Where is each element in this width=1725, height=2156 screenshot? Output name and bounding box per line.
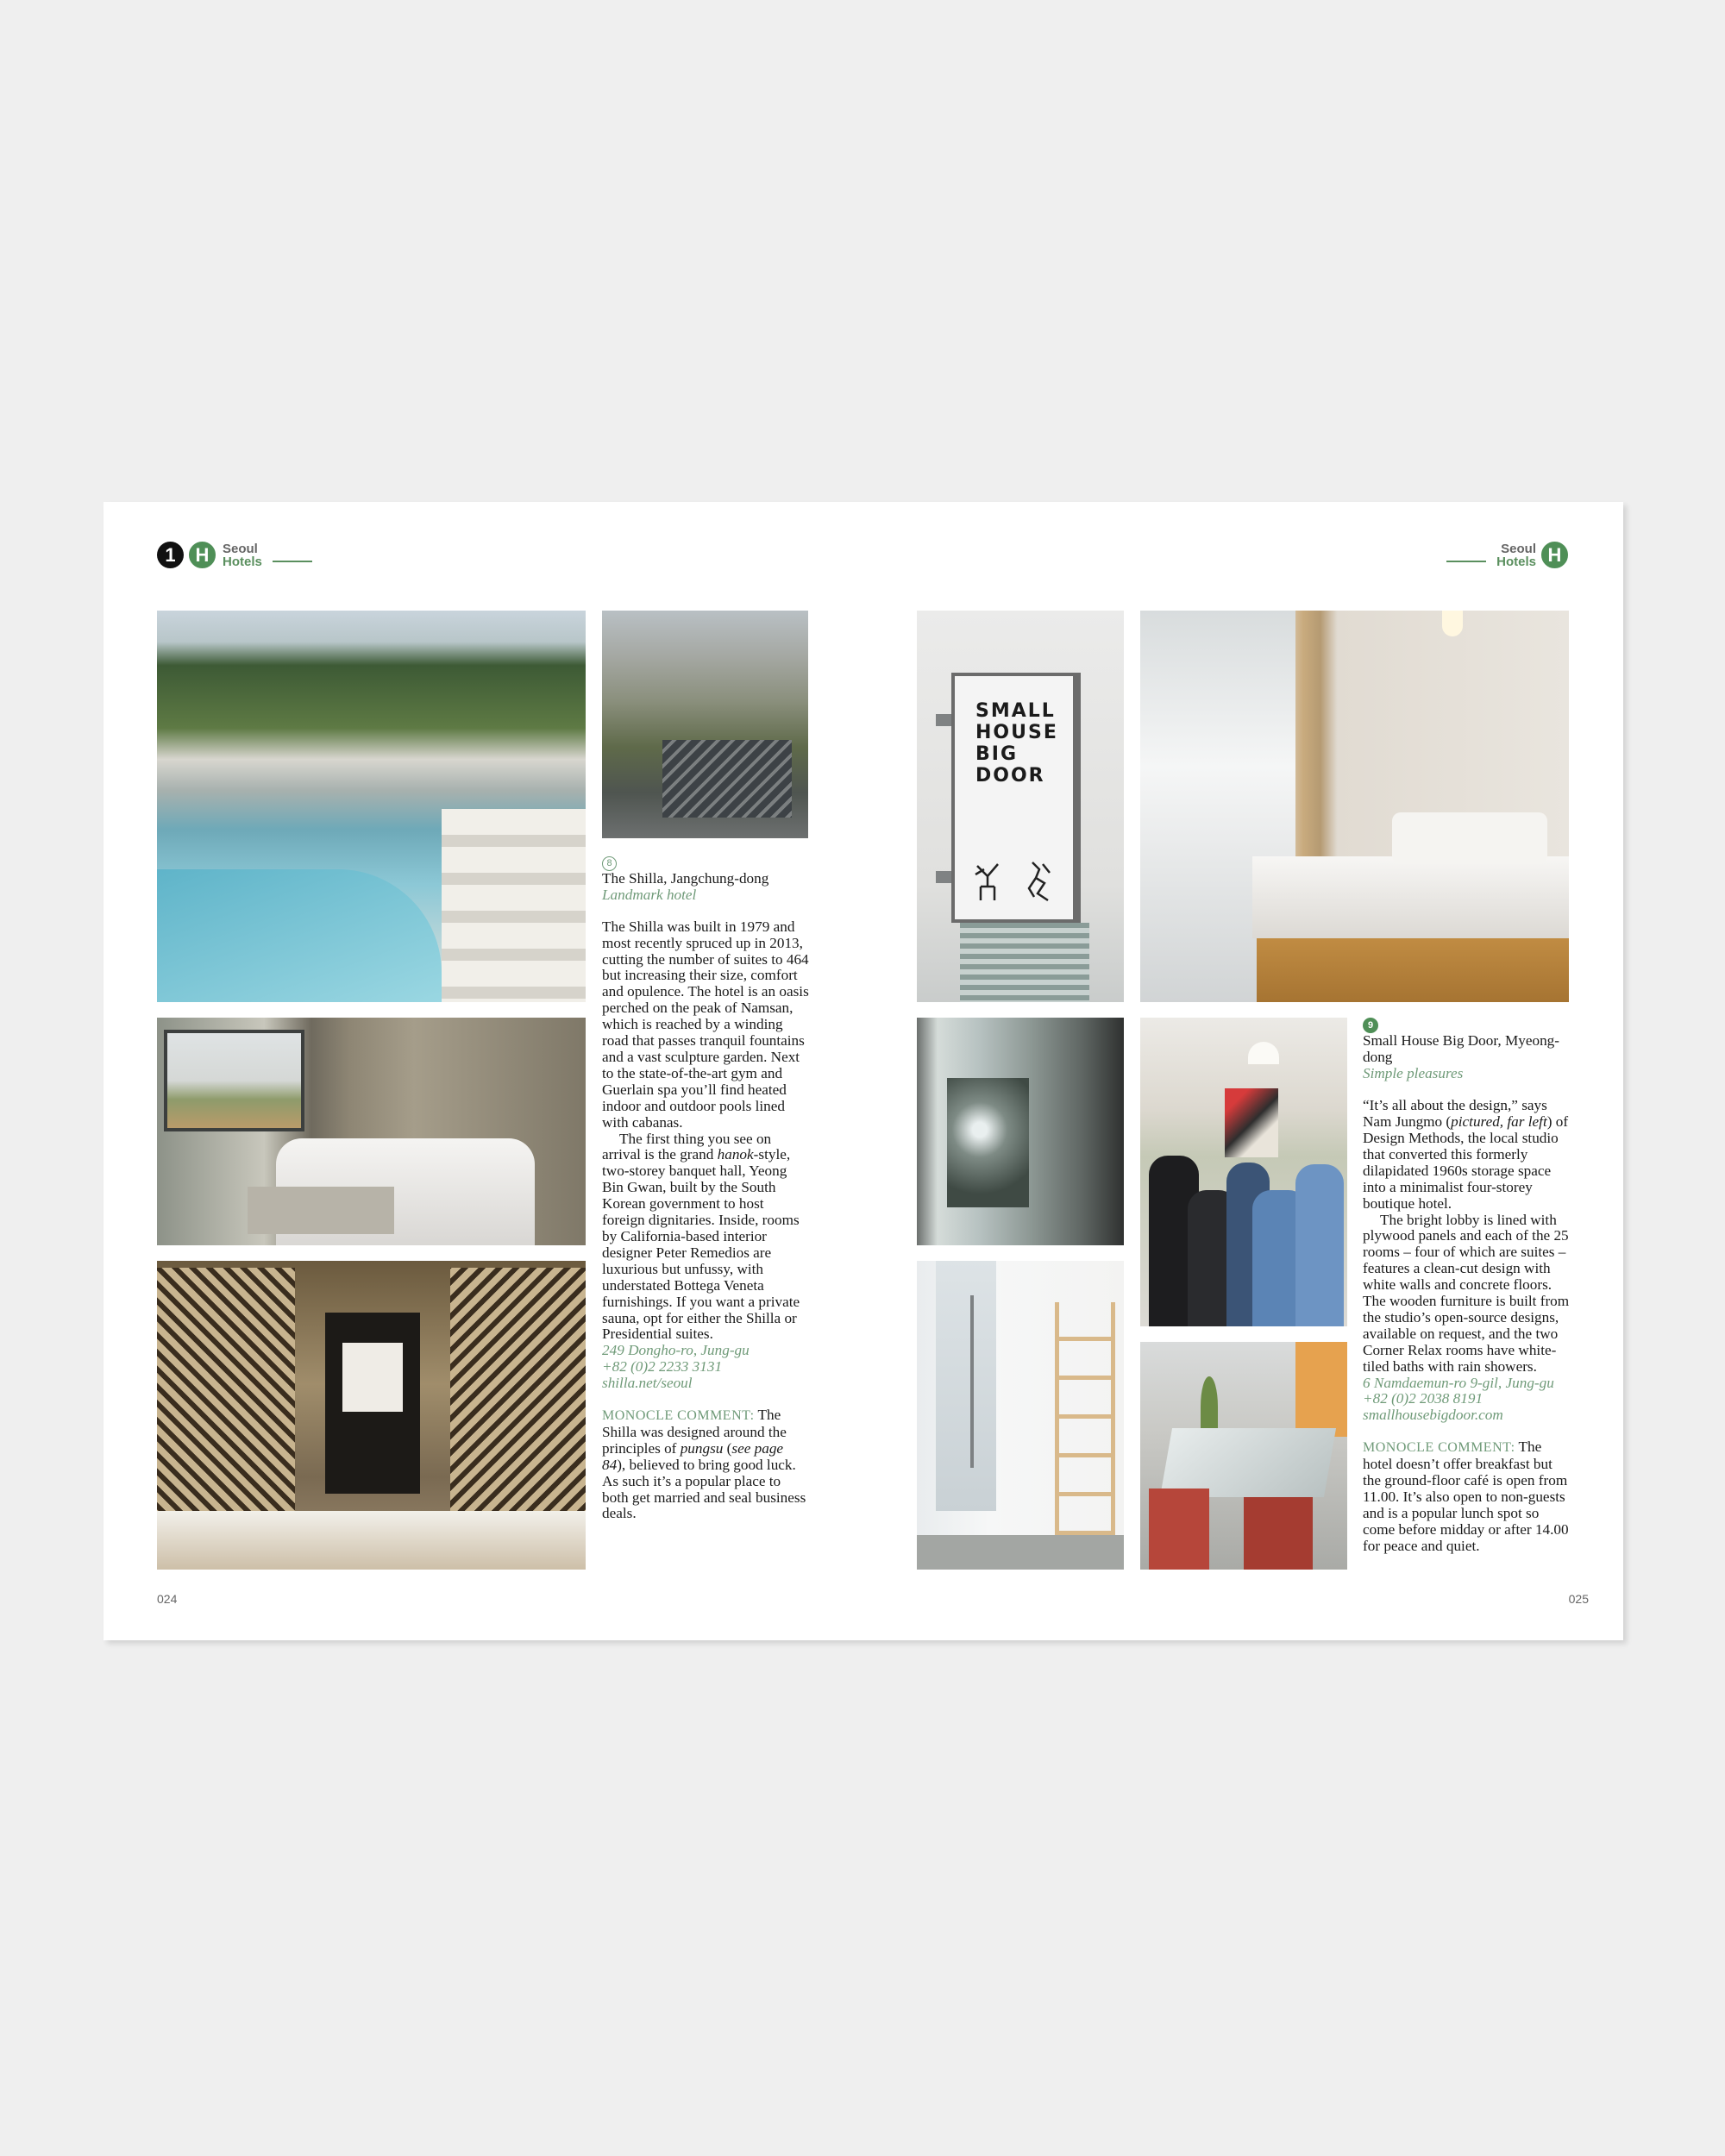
entry-number-badge: 8 <box>602 856 617 871</box>
photo-shbd-bathroom <box>917 1261 1124 1570</box>
shower-pipe <box>970 1295 974 1468</box>
entry-small-house-big-door <box>1363 1016 1570 1555</box>
hotel-section-icon: H <box>1541 542 1568 568</box>
artwork <box>342 1343 403 1412</box>
pendant-lamp <box>1442 611 1463 636</box>
entry-phone: +82 (0)2 2233 3131 <box>602 1358 723 1376</box>
red-chair-right <box>1244 1497 1313 1570</box>
forest-print <box>947 1078 1029 1207</box>
entry-title: Small House Big Door, Myeong-dong <box>1363 1032 1559 1066</box>
photo-shbd-team <box>1140 1018 1347 1326</box>
chapter-number-badge: 1 <box>157 542 184 568</box>
entry-address: 249 Dongho-ro, Jung-gu <box>602 1342 750 1359</box>
sign-bracket-top <box>936 714 951 726</box>
concrete-floor <box>917 1535 1124 1570</box>
hotel-section-icon: H <box>189 542 216 568</box>
wooden-bed-frame <box>1257 930 1569 1002</box>
photo-shbd-sign <box>917 611 1124 1002</box>
entry-website: shilla.net/seoul <box>602 1375 693 1392</box>
header-rule <box>273 561 312 562</box>
entry-address: 6 Namdaemun-ro 9-gil, Jung-gu <box>1363 1374 1554 1391</box>
entry-body-para1: The Shilla was built in 1979 and most recently spruced up in 2013, cutting the number of suites to 464 but increasing their size, comfort and opulence. The hotel is an oasis perched on the peak of Namsan, which is reached by a winding road that passes tranquil fountains and a vast sculpture garden. Next to the state-of-the-art gym and Guerlain spa you’ll find heated indoor and outdoor pools lined with cabanas. <box>602 918 809 1131</box>
hotel-sign: SMALL HOUSE BIG DOOR <box>951 673 1081 923</box>
monocle-comment: MONOCLE COMMENT: The hotel doesn’t offer breakfast but the ground-floor café is open from 11.00. It’s also open to non-guests and is a popular lunch spot so come before midday or after 14.00 for peace and quiet. <box>1363 1438 1569 1554</box>
entry-title: The Shilla, Jangchung-dong <box>602 869 769 887</box>
entry-website: smallhousebigdoor.com <box>1363 1407 1503 1424</box>
page-number-right: 025 <box>1568 1592 1589 1606</box>
sign-figure-icons <box>970 857 1065 905</box>
photo-shilla-bedroom <box>157 1018 586 1245</box>
lattice-screen-right <box>450 1268 586 1526</box>
header-rule <box>1446 561 1486 562</box>
magazine-spread <box>104 502 1623 1640</box>
entry-tagline: Simple pleasures <box>1363 1065 1464 1082</box>
entry-body-para2: The first thing you see on arrival is the grand hanok-style, two-storey banquet hall, Yeong Bin Gwan, built by the South Korean government to host foreign dignitaries. Inside, rooms by California-based interior designer Peter Remedios are luxurious but unfussy, with understated Bottega Veneta furnishings. If you want a private sauna, opt for either the Shilla or Presidential suites. <box>602 1130 800 1343</box>
entry-shilla <box>602 854 809 1522</box>
entry-phone: +82 (0)2 2038 8191 <box>1363 1390 1484 1407</box>
photo-shbd-cafe <box>1140 1342 1347 1570</box>
section-label: Seoul Hotels <box>1496 541 1536 569</box>
right-header <box>1446 542 1568 568</box>
lattice-screen-left <box>157 1268 295 1526</box>
photo-shilla-aerial <box>602 611 808 838</box>
bench-shape <box>248 1187 394 1234</box>
poster <box>1225 1088 1278 1157</box>
pool-shape <box>157 869 442 1002</box>
entry-tagline: Landmark hotel <box>602 886 697 903</box>
monocle-comment: MONOCLE COMMENT: The Shilla was designed around the principles of pungsu (see page 84), believed to bring good luck. As such it’s a popular place to both get married and seal business deals. <box>602 1407 806 1522</box>
entry-body-para1: “It’s all about the design,” says Nam Jungmo (pictured, far left) of Design Methods, the local studio that converted this formerly dilapidated 1960s storage space into a minimalist four-storey boutique hotel. <box>1363 1097 1569 1212</box>
entry-number-badge: 9 <box>1363 1018 1378 1033</box>
photo-shilla-restaurant <box>157 1261 586 1570</box>
shower-area <box>936 1261 996 1511</box>
tables <box>157 1511 586 1570</box>
sign-bracket-bottom <box>936 871 951 883</box>
entry-body-para2: The bright lobby is lined with plywood panels and each of the 25 rooms – four of which are suites – features a clean-cut design with white walls and concrete floors. The wooden furniture is built from the studio’s open-source designs, available on request, and the two Corner Relax rooms have white-tiled baths with rain showers. <box>1363 1211 1570 1375</box>
pendant-lamp <box>1248 1042 1279 1064</box>
towel-ladder <box>1055 1302 1115 1535</box>
hanok-roofs <box>662 740 792 818</box>
person-5 <box>1295 1164 1344 1326</box>
photo-shbd-bedroom <box>1140 611 1569 1002</box>
glass-table <box>1160 1428 1336 1497</box>
window-view <box>164 1030 304 1131</box>
window-blinds <box>960 923 1089 1002</box>
page-number-left: 024 <box>157 1592 178 1606</box>
pillows <box>1392 812 1547 864</box>
section-label: Seoul Hotels <box>223 541 262 569</box>
bed-linen <box>1252 856 1569 938</box>
photo-shilla-pool <box>157 611 586 1002</box>
left-header <box>157 542 312 568</box>
orange-wall <box>1295 1342 1347 1437</box>
red-chair-left <box>1149 1489 1209 1570</box>
cabanas-shape <box>442 809 586 1002</box>
photo-shbd-shower-wall <box>917 1018 1124 1245</box>
